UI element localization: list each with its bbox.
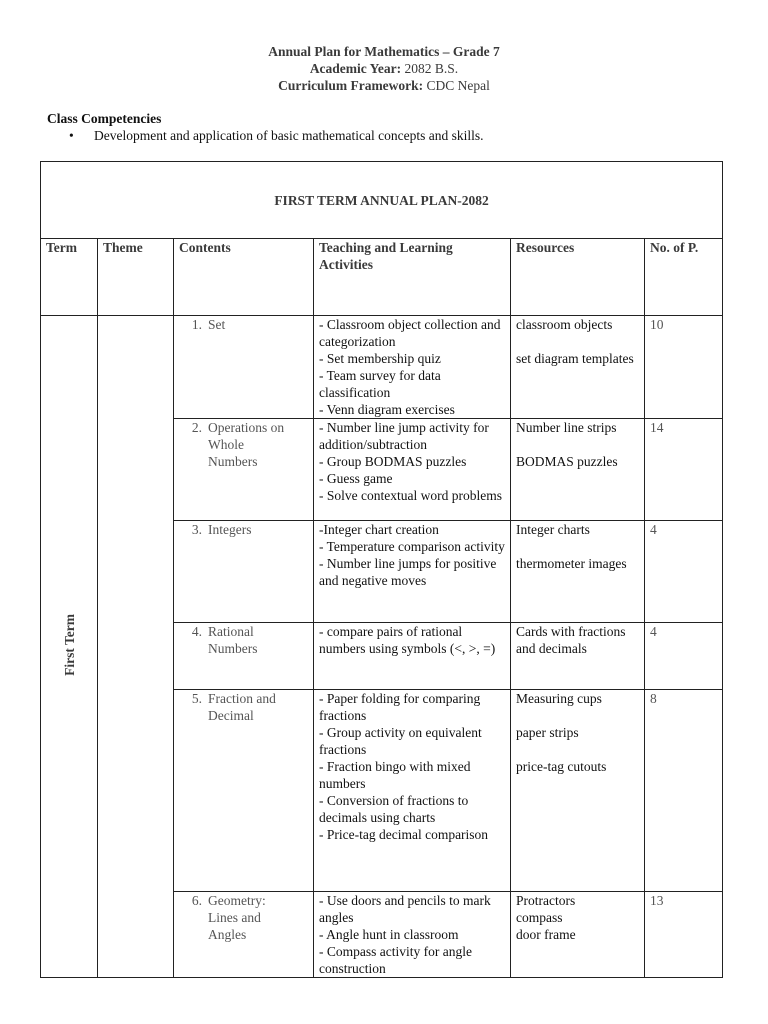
content-cell	[174, 892, 314, 978]
resource-item: Measuring cups	[516, 691, 602, 706]
activity-item: - Venn diagram exercises	[319, 402, 455, 417]
activity-item: - Solve contextual word problems	[319, 488, 502, 503]
content-cell	[174, 623, 314, 690]
bullet-icon: •	[69, 128, 74, 143]
content-cell	[174, 521, 314, 623]
table-title-row	[41, 162, 723, 239]
content-cell	[174, 690, 314, 892]
content-text: Geometry: Lines and Angles	[208, 893, 266, 942]
class-competencies	[47, 110, 484, 144]
content-cell	[174, 419, 314, 521]
resource-item: thermometer images	[516, 556, 627, 571]
activity-item: - Number line jumps for positive and negative moves	[319, 556, 497, 588]
content-text: Fraction and Decimal	[208, 691, 276, 723]
annual-plan-table	[40, 161, 723, 978]
activity-item: - Team survey for data classification	[319, 368, 441, 400]
header-resources: Resources	[511, 239, 645, 316]
resource-item: price-tag cutouts	[516, 759, 607, 774]
competencies-title: Class Competencies	[47, 111, 162, 126]
activity-item: - Temperature comparison activity	[319, 539, 505, 554]
resource-item: Number line strips	[516, 420, 617, 435]
resource-item: classroom objects	[516, 317, 613, 332]
activity-item: - Paper folding for comparing fractions	[319, 691, 481, 723]
activity-item: - Group BODMAS puzzles	[319, 454, 467, 469]
periods-cell: 8	[645, 690, 723, 892]
table-title: FIRST TERM ANNUAL PLAN-2082	[41, 162, 723, 239]
resource-spacer	[516, 538, 639, 555]
resources-cell	[511, 316, 645, 419]
periods-cell: 10	[645, 316, 723, 419]
activity-item: - Set membership quiz	[319, 351, 441, 366]
header-contents: Contents	[174, 239, 314, 316]
content-number: 5.	[191, 691, 202, 706]
resources-cell	[511, 521, 645, 623]
activities-cell	[314, 521, 511, 623]
periods-cell: 13	[645, 892, 723, 978]
activity-item: - Classroom object collection and categorization	[319, 317, 501, 349]
resource-spacer	[516, 707, 639, 724]
activities-cell	[314, 892, 511, 978]
activity-item: -Integer chart creation	[319, 522, 439, 537]
content-text: Integers	[208, 522, 252, 537]
activity-item: - Fraction bingo with mixed numbers	[319, 759, 471, 791]
activity-item: - Conversion of fractions to decimals using charts	[319, 793, 469, 825]
document-header	[0, 43, 768, 94]
resources-cell	[511, 419, 645, 521]
resource-spacer	[516, 741, 639, 758]
activity-item: - Compass activity for angle construction	[319, 944, 472, 976]
resource-item: compass	[516, 910, 563, 925]
resources-cell	[511, 892, 645, 978]
content-number: 6.	[191, 893, 202, 908]
header-term: Term	[41, 239, 98, 316]
content-text: Rational Numbers	[208, 624, 258, 656]
resource-item: Protractors	[516, 893, 576, 908]
resource-spacer	[516, 333, 639, 350]
content-text: Set	[208, 317, 226, 332]
activity-item: - Group activity on equivalent fractions	[319, 725, 482, 757]
table-header-row	[41, 239, 723, 316]
activities-cell	[314, 316, 511, 419]
content-text: Operations on Whole Numbers	[208, 420, 285, 469]
activity-item: - compare pairs of rational numbers using symbols (<, >, =)	[319, 624, 496, 656]
resource-item: Cards with fractions and decimals	[516, 624, 626, 656]
resources-cell	[511, 690, 645, 892]
periods-cell: 4	[645, 623, 723, 690]
resource-spacer	[516, 436, 639, 453]
academic-year-line: Academic Year: 2082 B.S.	[309, 61, 459, 76]
activity-item: - Price-tag decimal comparison	[319, 827, 489, 842]
content-cell	[174, 316, 314, 419]
resource-item: Integer charts	[516, 522, 590, 537]
theme-cell	[98, 316, 174, 978]
activity-item: - Guess game	[319, 471, 393, 486]
header-periods: No. of P.	[645, 239, 723, 316]
resource-item: paper strips	[516, 725, 579, 740]
curriculum-line: Curriculum Framework: CDC Nepal	[278, 78, 490, 93]
resources-cell	[511, 623, 645, 690]
activities-cell	[314, 419, 511, 521]
table-row	[41, 316, 723, 419]
content-number: 4.	[191, 624, 202, 639]
competency-item: • Development and application of basic mathematical concepts and skills.	[69, 128, 484, 143]
header-theme: Theme	[98, 239, 174, 316]
resource-item: door frame	[516, 927, 576, 942]
header-activities: Teaching and Learning Activities	[314, 239, 511, 316]
content-number: 3.	[191, 522, 202, 537]
periods-cell: 4	[645, 521, 723, 623]
document-title: Annual Plan for Mathematics – Grade 7	[268, 44, 500, 59]
activity-item: - Number line jump activity for addition/subtraction	[319, 420, 489, 452]
activity-item: - Angle hunt in classroom	[319, 927, 459, 942]
resource-item: set diagram templates	[516, 351, 634, 366]
activity-item: - Use doors and pencils to mark angles	[319, 893, 491, 925]
content-number: 2.	[191, 420, 202, 435]
resource-item: BODMAS puzzles	[516, 454, 618, 469]
activities-cell	[314, 690, 511, 892]
content-number: 1.	[191, 317, 202, 332]
term-label: First Term	[61, 613, 77, 676]
periods-cell: 14	[645, 419, 723, 521]
activities-cell	[314, 623, 511, 690]
term-cell	[41, 316, 98, 978]
